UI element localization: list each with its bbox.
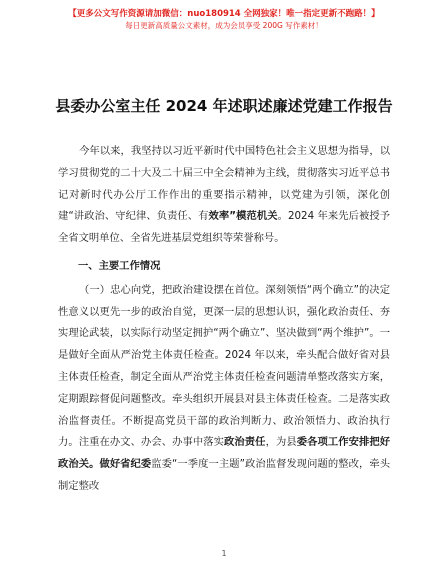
document-title: 县委办公室主任 2024 年述职述廉述党建工作报告 <box>55 97 393 115</box>
intro-paragraph <box>58 141 390 250</box>
body-text-b: ，为县 <box>265 436 297 449</box>
body-text-a: （一）忠心向党，把政治建设摆在首位。深刻领悟“两个确立”的决定性意义以更先一步的政治自觉，更深一层的思想认识，强化政治责任、夯实理论武装，以实际行动坚定拥护“两个确立”、坚决做到“两个维护”。一是做好全面从严治党主体责任检查。2024 年以来，牵头配合做好省对县主体责任检查，制定全面从严治党主体责任检查问题清单整改落实方案，定期跟踪督促问题整改。牵头组织开展县对县主体责任检查。二是落实政治监督责任。不断提高党员干部的政治判断力、政治领悟力、政治执行力。注重在办文、办会、办事中落实 <box>58 283 390 449</box>
page-number: 1 <box>221 549 227 558</box>
intro-text: 今年以来，我坚持以习近平新时代中国特色社会主义思想为指导，以学习贯彻党的二十大及二十届三中全会精神为主线，贯彻落实习近平总书记对新时代办公厅工作作出的重要指示精神，以党建为引领，深化创建“讲政治、守纪律、负责任、有 <box>58 145 390 223</box>
body-text-c: 监委“一季度一主题”政治监督发现问题的整改，牵头制定整改 <box>58 458 391 492</box>
intro-text-end: 。2024 年来先后被授予全省文明单位、全省先进基层党组织等荣誉称号。 <box>58 210 390 245</box>
section-heading: 一、主要工作情况 <box>78 259 161 272</box>
promo-banner <box>0 8 448 31</box>
body-paragraph <box>58 280 390 498</box>
promo-banner-line1: 【更多公文写作资源请加微信：nuo180914 全网独家！唯一指定更新不跑路！】 <box>68 9 380 19</box>
body-bold-2: 委各项工作安排把好政治关。做好省纪委 <box>58 436 391 471</box>
document-body <box>58 141 390 498</box>
intro-bold-text: 效率”模范机关 <box>208 210 278 223</box>
promo-banner-line2: 每日更新高质量公文素材，成为会员享受 200G 写作素材！ <box>125 21 323 30</box>
body-bold-1: 政治责任 <box>224 436 266 449</box>
